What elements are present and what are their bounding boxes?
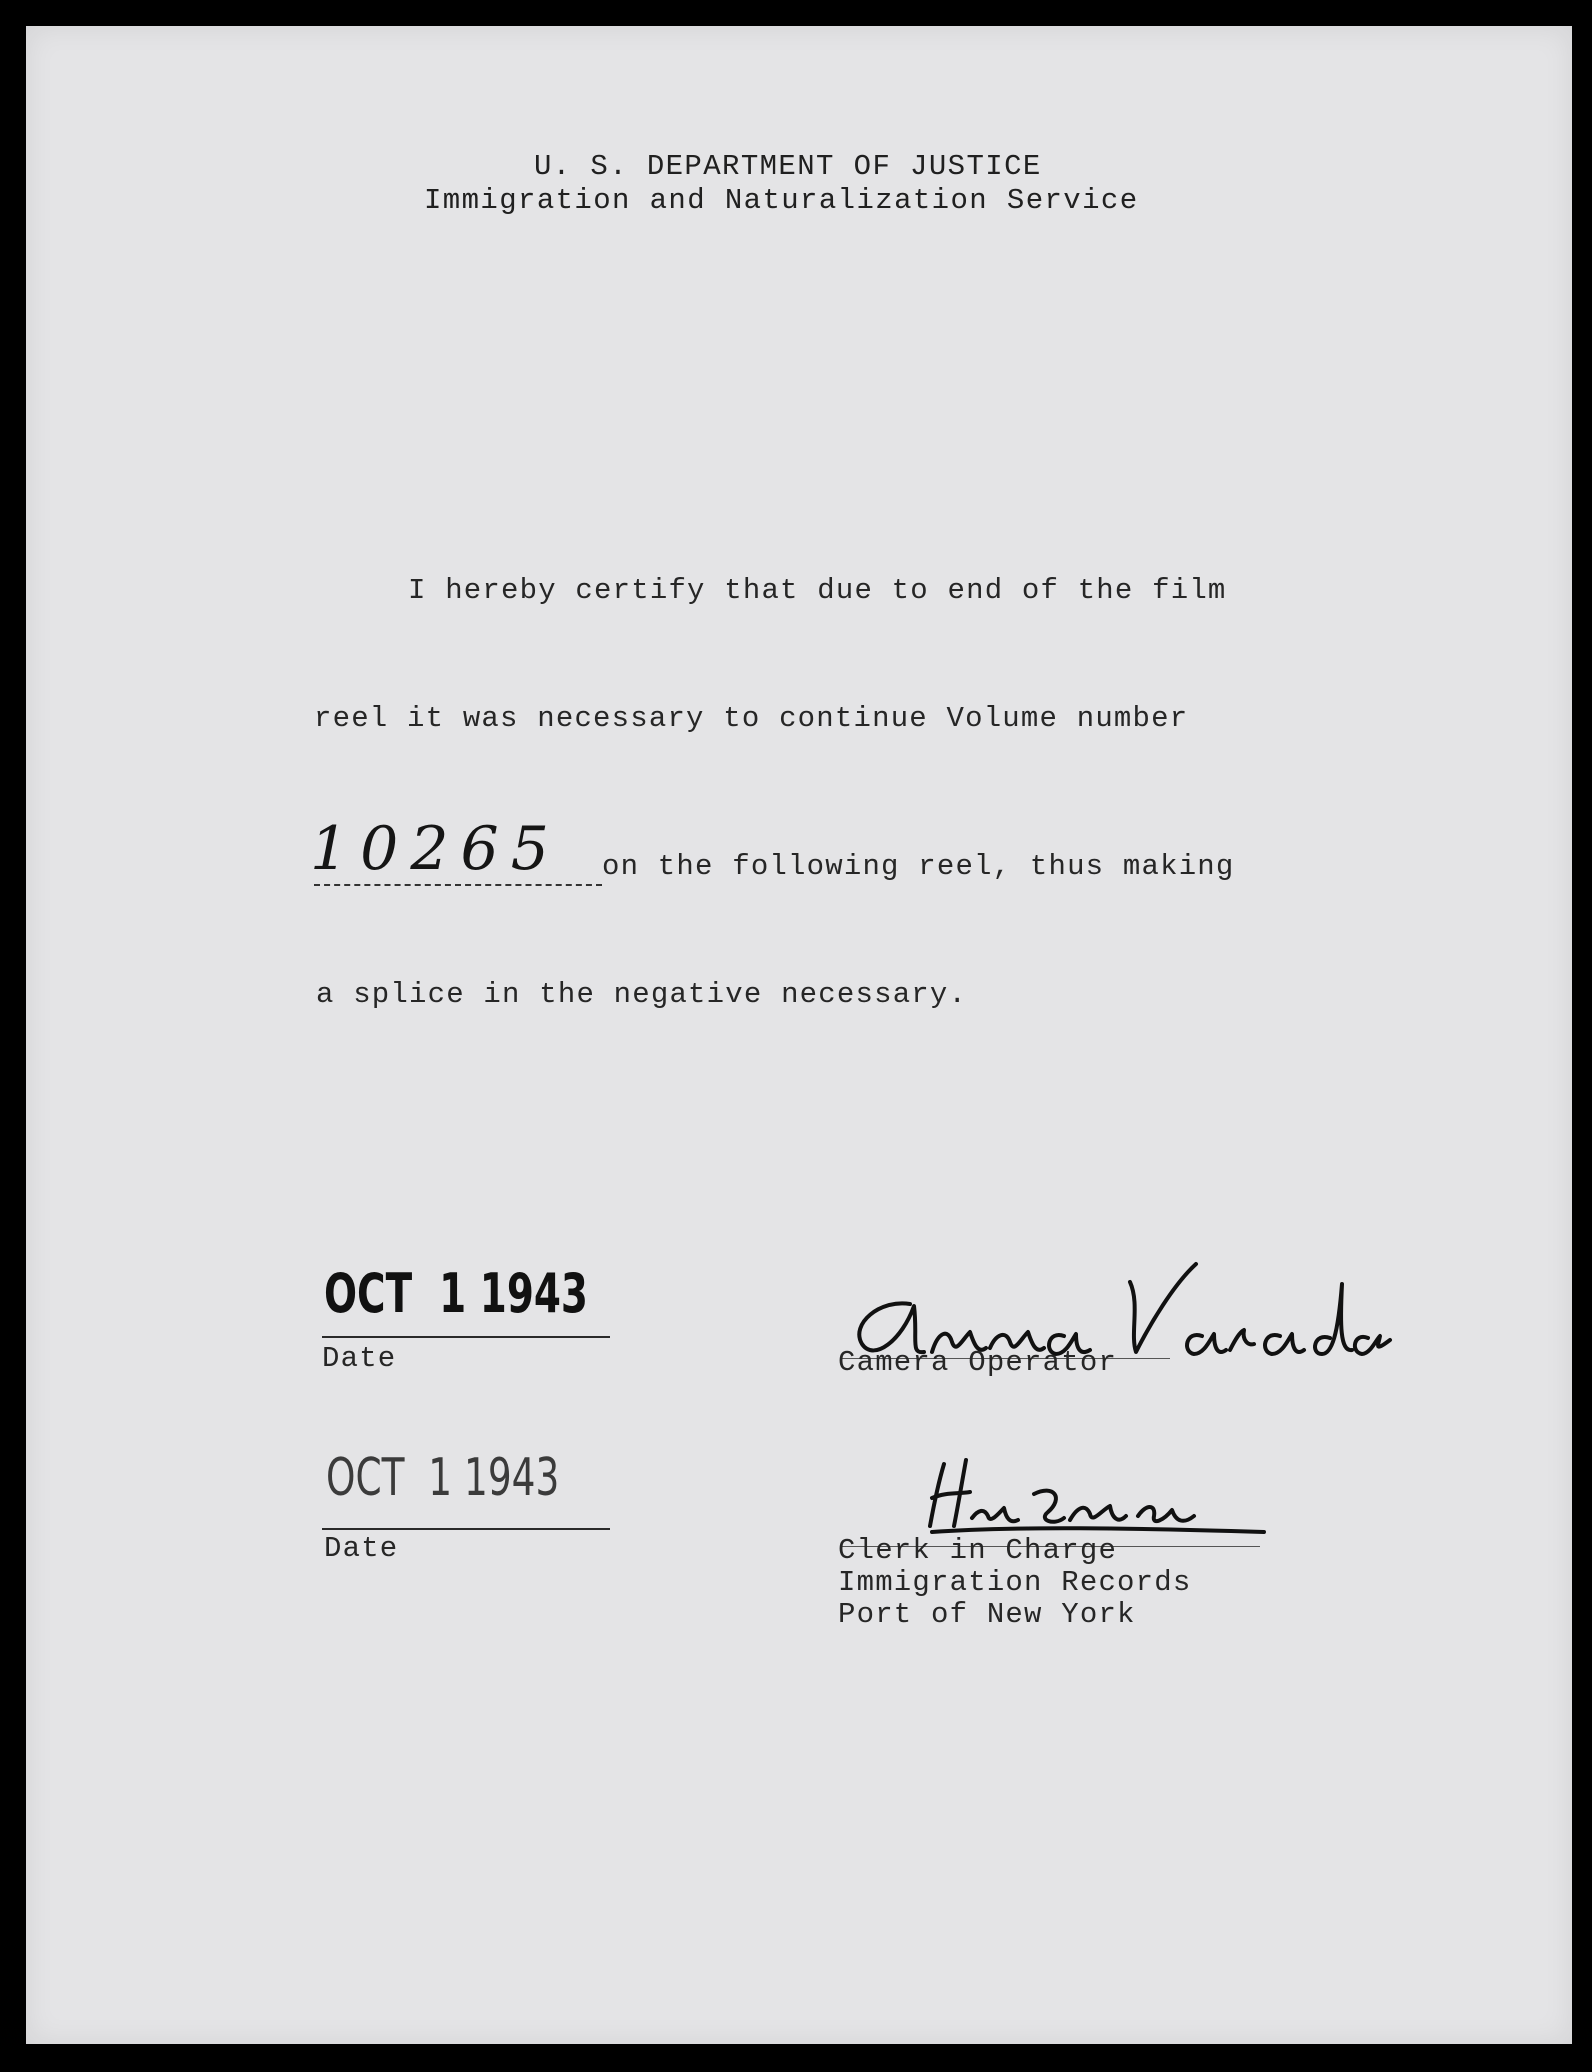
clerk-title-label: Clerk in Charge [838, 1534, 1118, 1567]
certification-line-3: on the following reel, thus making [602, 850, 1235, 883]
document-page [26, 26, 1572, 2044]
date-label-1: Date [322, 1342, 397, 1375]
date-stamp-2: OCT 1 1943 [326, 1448, 560, 1508]
clerk-signature [914, 1454, 1264, 1544]
certification-line-4: a splice in the negative necessary. [316, 978, 968, 1011]
date-line-1 [322, 1336, 610, 1338]
volume-number-handwritten: 10265 [310, 814, 561, 884]
volume-number-underline [314, 884, 602, 886]
immigration-records-label: Immigration Records [838, 1566, 1192, 1599]
camera-operator-label: Camera Operator [838, 1346, 1118, 1379]
certification-line-1: I hereby certify that due to end of the film [408, 574, 1227, 607]
port-of-new-york-label: Port of New York [838, 1598, 1136, 1631]
department-heading: U. S. DEPARTMENT OF JUSTICE [534, 150, 1042, 183]
date-line-2 [322, 1528, 610, 1530]
date-stamp-1: OCT 1 1943 [324, 1262, 588, 1325]
service-heading: Immigration and Naturalization Service [424, 184, 1139, 217]
date-label-2: Date [324, 1532, 399, 1565]
certification-line-2: reel it was necessary to continue Volume number [314, 702, 1189, 735]
